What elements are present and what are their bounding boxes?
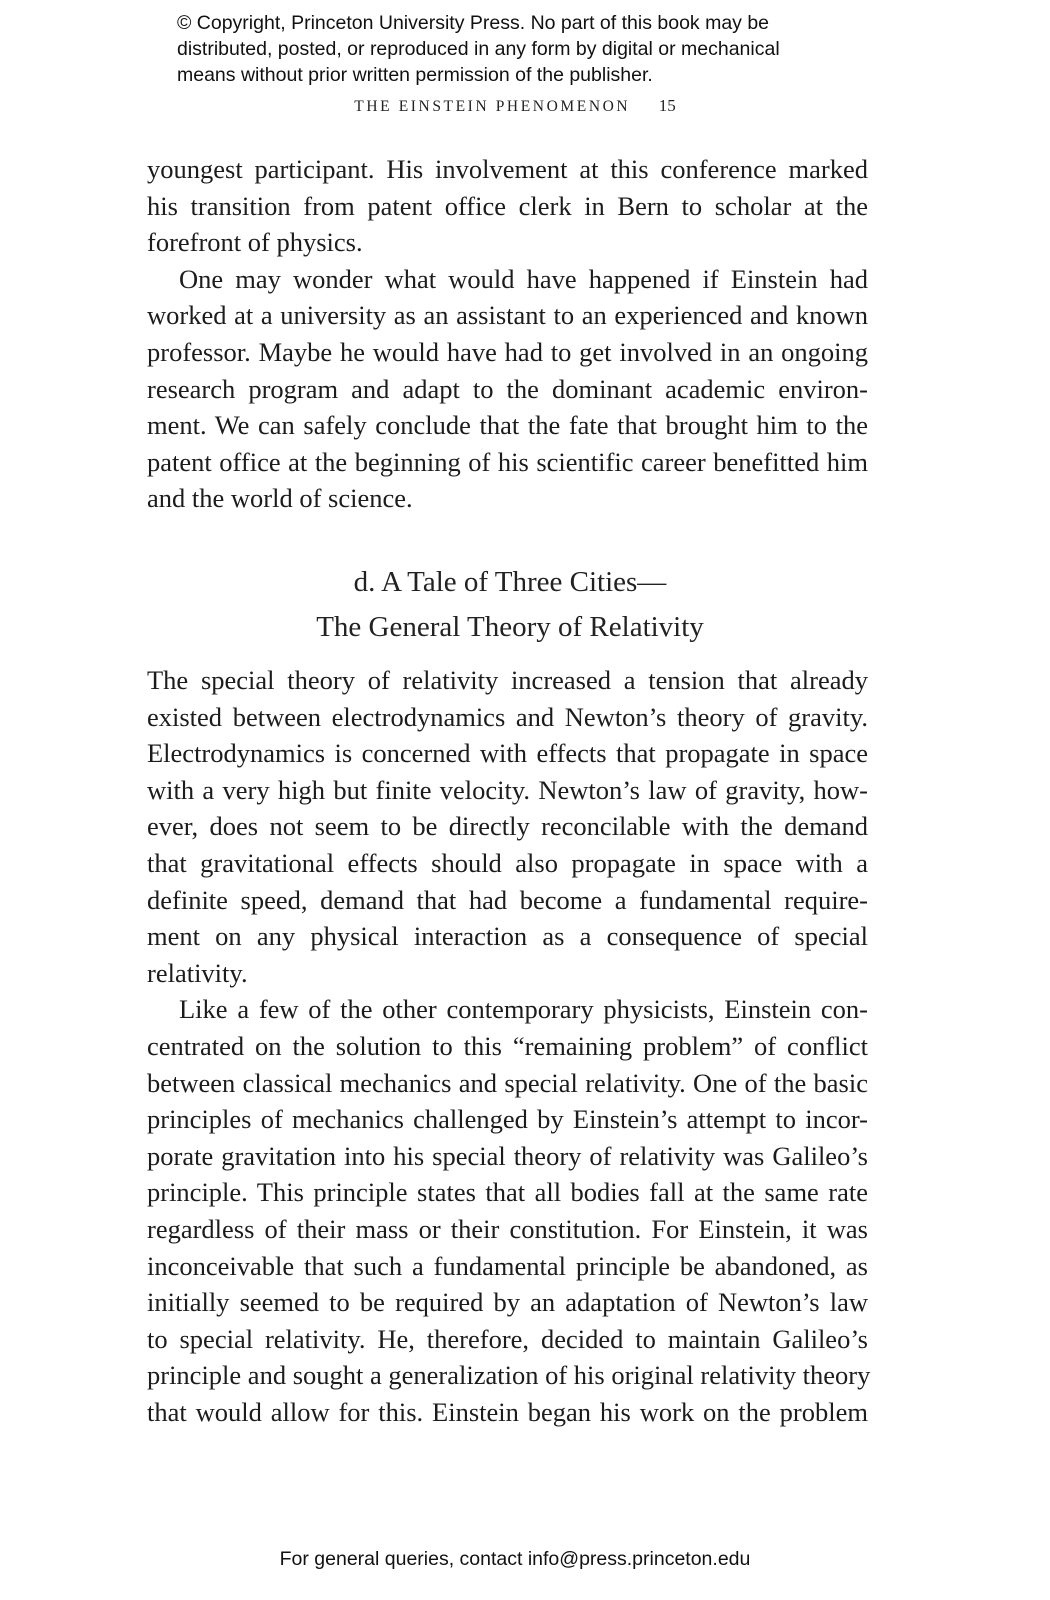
text-line: regardless of their mass or their constitution. For Einstein, it was: [147, 1213, 868, 1244]
running-head-title: THE EINSTEIN PHENOMENON: [354, 98, 631, 115]
text-line: existed between electrodynamics and Newton’s theory of gravity.: [147, 701, 868, 732]
text-line: patent office at the beginning of his scientific career benefitted him: [147, 446, 868, 477]
text-line: youngest participant. His involvement at this conference marked: [147, 154, 868, 184]
page-number: 15: [658, 96, 676, 115]
text-line: research program and adapt to the dominant academic environ-: [147, 373, 868, 404]
body-text-before-heading: [147, 151, 868, 517]
text-line: Like a few of the other contemporary physicists, Einstein con-: [179, 994, 868, 1025]
text-line: between classical mechanics and special relativity. One of the basic: [147, 1067, 868, 1098]
section-heading-line-1: d. A Tale of Three Cities—: [353, 566, 667, 598]
text-line: The special theory of relativity increased a tension that already: [147, 665, 868, 695]
text-line: centrated on the solution to this “remaining problem” of conflict: [147, 1030, 868, 1061]
section-heading: [0, 560, 1050, 650]
body-text-after-heading: [147, 662, 871, 1430]
section-heading-line-2: The General Theory of Relativity: [316, 611, 704, 643]
footer-contact-text: For general queries, contact info@press.princeton.edu: [279, 1548, 751, 1570]
text-line: principle and sought a generalization of his original relativity theory: [147, 1360, 871, 1391]
text-line: worked at a university as an assistant to an experienced and known: [147, 300, 868, 331]
text-line: that gravitational effects should also propagate in space with a: [147, 847, 868, 878]
text-line: with a very high but finite velocity. Newton’s law of gravity, how-: [147, 774, 868, 805]
text-line: principles of mechanics challenged by Einstein’s attempt to incor-: [147, 1104, 868, 1135]
copyright-line: means without prior written permission of the publisher.: [177, 64, 653, 86]
text-line: One may wonder what would have happened if Einstein had: [179, 263, 868, 294]
paragraph: [147, 261, 868, 517]
text-line: and the world of science.: [147, 483, 413, 514]
text-line: Electrodynamics is concerned with effects that propagate in space: [147, 738, 868, 769]
text-line: inconceivable that such a fundamental principle be abandoned, as: [147, 1250, 868, 1281]
paragraph: [147, 151, 868, 261]
text-line: definite speed, demand that had become a fundamental require-: [147, 884, 868, 915]
running-head: [0, 96, 1050, 116]
text-line: ment on any physical interaction as a consequence of special: [147, 921, 868, 952]
text-line: that would allow for this. Einstein began his work on the problem: [147, 1396, 868, 1427]
text-line: forefront of physics.: [147, 227, 363, 258]
text-line: initially seemed to be required by an adaptation of Newton’s law: [147, 1287, 868, 1318]
copyright-line: distributed, posted, or reproduced in any form by digital or mechanical: [177, 38, 780, 60]
paragraph: [147, 991, 871, 1430]
footer-contact: [0, 1548, 1050, 1571]
text-line: principle. This principle states that all bodies fall at the same rate: [147, 1177, 868, 1208]
text-line: relativity.: [147, 957, 248, 988]
text-line: porate gravitation into his special theory of relativity was Galileo’s: [147, 1140, 868, 1171]
text-line: ment. We can safely conclude that the fate that brought him to the: [147, 410, 868, 441]
paragraph: [147, 662, 868, 991]
copyright-line: © Copyright, Princeton University Press. No part of this book may be: [177, 12, 770, 34]
text-line: professor. Maybe he would have had to get involved in an ongoing: [147, 336, 868, 367]
text-line: ever, does not seem to be directly reconcilable with the demand: [147, 811, 868, 842]
text-line: his transition from patent office clerk in Bern to scholar at the: [147, 190, 868, 221]
copyright-notice: [177, 10, 877, 88]
text-line: to special relativity. He, therefore, decided to maintain Galileo’s: [147, 1323, 868, 1354]
